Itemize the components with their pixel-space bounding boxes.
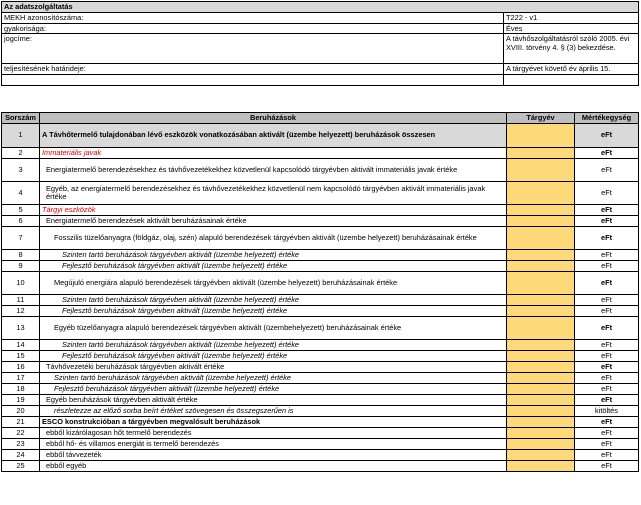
row-unit: eFt — [575, 395, 639, 406]
row-num: 23 — [2, 439, 40, 450]
row-num: 22 — [2, 428, 40, 439]
row-num: 15 — [2, 351, 40, 362]
year-input-cell[interactable] — [507, 450, 575, 461]
row-desc: Szinten tartó beruházások tárgyévben aktivált (üzembe helyezett) értéke — [40, 295, 507, 306]
year-input-cell[interactable] — [507, 272, 575, 295]
table-row — [2, 384, 639, 395]
row-num: 18 — [2, 384, 40, 395]
table-row — [2, 450, 639, 461]
row-desc: ebből egyéb — [40, 461, 507, 472]
year-input-cell[interactable] — [507, 148, 575, 159]
row-desc: ebből távvezeték — [40, 450, 507, 461]
row-num: 13 — [2, 317, 40, 340]
row-desc: Energiatermelő berendezésekhez és távhővezetékekhez közvetlenül kapcsolódó tárgyévben aktivált immateriális javak értéke — [40, 159, 507, 182]
info-value: A távhőszolgáltatásról szóló 2005. évi XVIII. törvény 4. § (3) bekezdése. — [504, 34, 639, 64]
year-input-cell[interactable] — [507, 261, 575, 272]
col-header-desc: Beruházások — [40, 113, 507, 124]
row-unit: eFt — [575, 261, 639, 272]
year-input-cell[interactable] — [507, 362, 575, 373]
row-unit: eFt — [575, 439, 639, 450]
row-num: 6 — [2, 216, 40, 227]
row-num: 14 — [2, 340, 40, 351]
table-row — [2, 406, 639, 417]
table-row — [2, 351, 639, 362]
info-spacer — [2, 75, 504, 86]
row-desc: Energiatermelő berendezések aktivált beruházásainak értéke — [40, 216, 507, 227]
row-num: 4 — [2, 182, 40, 205]
table-row — [2, 317, 639, 340]
col-header-unit: Mértékegység — [575, 113, 639, 124]
row-desc: Fejlesztő beruházások tárgyévben aktivált (üzembe helyezett) értéke — [40, 261, 507, 272]
row-desc: Fejlesztő beruházások tárgyévben aktivált (üzembe helyezett) értéke — [40, 384, 507, 395]
row-num: 10 — [2, 272, 40, 295]
row-num: 25 — [2, 461, 40, 472]
row-desc: Tárgyi eszközök — [40, 205, 507, 216]
year-input-cell[interactable] — [507, 417, 575, 428]
row-num: 2 — [2, 148, 40, 159]
year-input-cell[interactable] — [507, 182, 575, 205]
info-label: jogcíme: — [2, 34, 504, 64]
row-num: 5 — [2, 205, 40, 216]
year-input-cell[interactable] — [507, 227, 575, 250]
table-row — [2, 250, 639, 261]
row-unit: eFt — [575, 250, 639, 261]
info-table — [1, 1, 639, 86]
row-desc: ESCO konstrukcióban a tárgyévben megvalósult beruházások — [40, 417, 507, 428]
info-title: Az adatszolgáltatás — [2, 2, 639, 13]
year-input-cell[interactable] — [507, 250, 575, 261]
row-unit: eFt — [575, 216, 639, 227]
year-input-cell[interactable] — [507, 428, 575, 439]
table-row — [2, 395, 639, 406]
row-unit: eFt — [575, 384, 639, 395]
year-input-cell[interactable] — [507, 159, 575, 182]
row-unit: eFt — [575, 227, 639, 250]
row-unit: eFt — [575, 450, 639, 461]
year-input-cell[interactable] — [507, 384, 575, 395]
table-row — [2, 227, 639, 250]
row-desc: Fejlesztő beruházások tárgyévben aktivált (üzembe helyezett) értéke — [40, 306, 507, 317]
year-input-cell[interactable] — [507, 406, 575, 417]
table-row — [2, 417, 639, 428]
row-num: 3 — [2, 159, 40, 182]
row-unit: eFt — [575, 295, 639, 306]
row-desc: Egyéb beruházások tárgyévben aktivált értéke — [40, 395, 507, 406]
row-num: 8 — [2, 250, 40, 261]
year-input-cell[interactable] — [507, 295, 575, 306]
row-unit: eFt — [575, 317, 639, 340]
info-label: teljesítésének határideje: — [2, 64, 504, 75]
table-row — [2, 295, 639, 306]
info-label: gyakorisága: — [2, 24, 504, 34]
row-desc: részletezze az előző sorba beírt értéket szövegesen és összegszerűen is — [40, 406, 507, 417]
row-num: 17 — [2, 373, 40, 384]
row-num: 21 — [2, 417, 40, 428]
table-row — [2, 182, 639, 205]
row-unit: eFt — [575, 182, 639, 205]
table-row — [2, 159, 639, 182]
table-row — [2, 205, 639, 216]
row-num: 19 — [2, 395, 40, 406]
row-num: 24 — [2, 450, 40, 461]
info-label: MEKH azonosítószáma: — [2, 13, 504, 24]
row-desc: Szinten tartó beruházások tárgyévben aktivált (üzembe helyezett) értéke — [40, 373, 507, 384]
year-input-cell[interactable] — [507, 395, 575, 406]
row-unit: eFt — [575, 461, 639, 472]
row-unit: eFt — [575, 148, 639, 159]
row-unit: eFt — [575, 351, 639, 362]
row-desc: Fosszilis tüzelőanyagra (földgáz, olaj, szén) alapuló berendezések tárgyévben aktivált (üzembe helyezett) beruházásainak értéke — [40, 227, 507, 250]
row-desc: Immateriális javak — [40, 148, 507, 159]
table-row — [2, 124, 639, 148]
row-desc: Szinten tartó beruházások tárgyévben aktivált (üzembe helyezett) értéke — [40, 250, 507, 261]
row-unit: eFt — [575, 159, 639, 182]
year-input-cell[interactable] — [507, 351, 575, 362]
row-unit: eFt — [575, 428, 639, 439]
row-desc: A Távhőtermelő tulajdonában lévő eszközök vonatkozásában aktivált (üzembe helyezett) beruházások összesen — [40, 124, 507, 148]
table-row — [2, 261, 639, 272]
table-row — [2, 216, 639, 227]
table-row — [2, 461, 639, 472]
table-row — [2, 362, 639, 373]
year-input-cell[interactable] — [507, 205, 575, 216]
investments-table — [1, 112, 639, 472]
row-unit: eFt — [575, 373, 639, 384]
table-row — [2, 148, 639, 159]
year-input-cell[interactable] — [507, 306, 575, 317]
info-value: Éves — [504, 24, 639, 34]
table-row — [2, 306, 639, 317]
year-input-cell[interactable] — [507, 124, 575, 148]
row-unit: eFt — [575, 205, 639, 216]
row-unit: eFt — [575, 124, 639, 148]
row-num: 20 — [2, 406, 40, 417]
row-unit: eFt — [575, 272, 639, 295]
row-unit: eFt — [575, 417, 639, 428]
col-header-num: Sorszám — [2, 113, 40, 124]
table-row — [2, 272, 639, 295]
row-desc: Megújuló energiára alapuló berendezések tárgyévben aktivált (üzembe helyezett) beruházásainak értéke — [40, 272, 507, 295]
row-num: 11 — [2, 295, 40, 306]
row-desc: Szinten tartó beruházások tárgyévben aktivált (üzembe helyezett) értéke — [40, 340, 507, 351]
row-unit: eFt — [575, 362, 639, 373]
table-row — [2, 373, 639, 384]
row-num: 1 — [2, 124, 40, 148]
row-num: 7 — [2, 227, 40, 250]
row-unit: eFt — [575, 306, 639, 317]
col-header-year: Tárgyév — [507, 113, 575, 124]
year-input-cell[interactable] — [507, 373, 575, 384]
row-num: 12 — [2, 306, 40, 317]
row-desc: Fejlesztő beruházások tárgyévben aktivált (üzembe helyezett) értéke — [40, 351, 507, 362]
year-input-cell[interactable] — [507, 317, 575, 340]
table-row — [2, 428, 639, 439]
row-desc: Távhővezetéki beruházások tárgyévben aktivált értéke — [40, 362, 507, 373]
row-desc: Egyéb, az energiatermelő berendezésekhez és távhővezetékekhez közvetlenül nem kapcsolódó tárgyévben aktivált immateriális javak értéke — [40, 182, 507, 205]
row-desc: ebből kizárólagosan hőt termelő berendezés — [40, 428, 507, 439]
year-input-cell[interactable] — [507, 439, 575, 450]
info-spacer — [504, 75, 639, 86]
row-num: 9 — [2, 261, 40, 272]
year-input-cell[interactable] — [507, 461, 575, 472]
row-desc: ebből hő- és villamos energiát is termelő berendezés — [40, 439, 507, 450]
info-value: A tárgyévet követő év április 15. — [504, 64, 639, 75]
row-unit: eFt — [575, 340, 639, 351]
row-desc: Egyéb tüzelőanyagra alapuló berendezések tárgyévben aktivált (üzembehelyezett) beruházásainak értéke — [40, 317, 507, 340]
row-num: 16 — [2, 362, 40, 373]
table-row — [2, 439, 639, 450]
info-value: T222 - v1 — [504, 13, 639, 24]
table-header-row — [2, 113, 639, 124]
row-unit: kitöltés — [575, 406, 639, 417]
year-input-cell[interactable] — [507, 340, 575, 351]
year-input-cell[interactable] — [507, 216, 575, 227]
table-row — [2, 340, 639, 351]
